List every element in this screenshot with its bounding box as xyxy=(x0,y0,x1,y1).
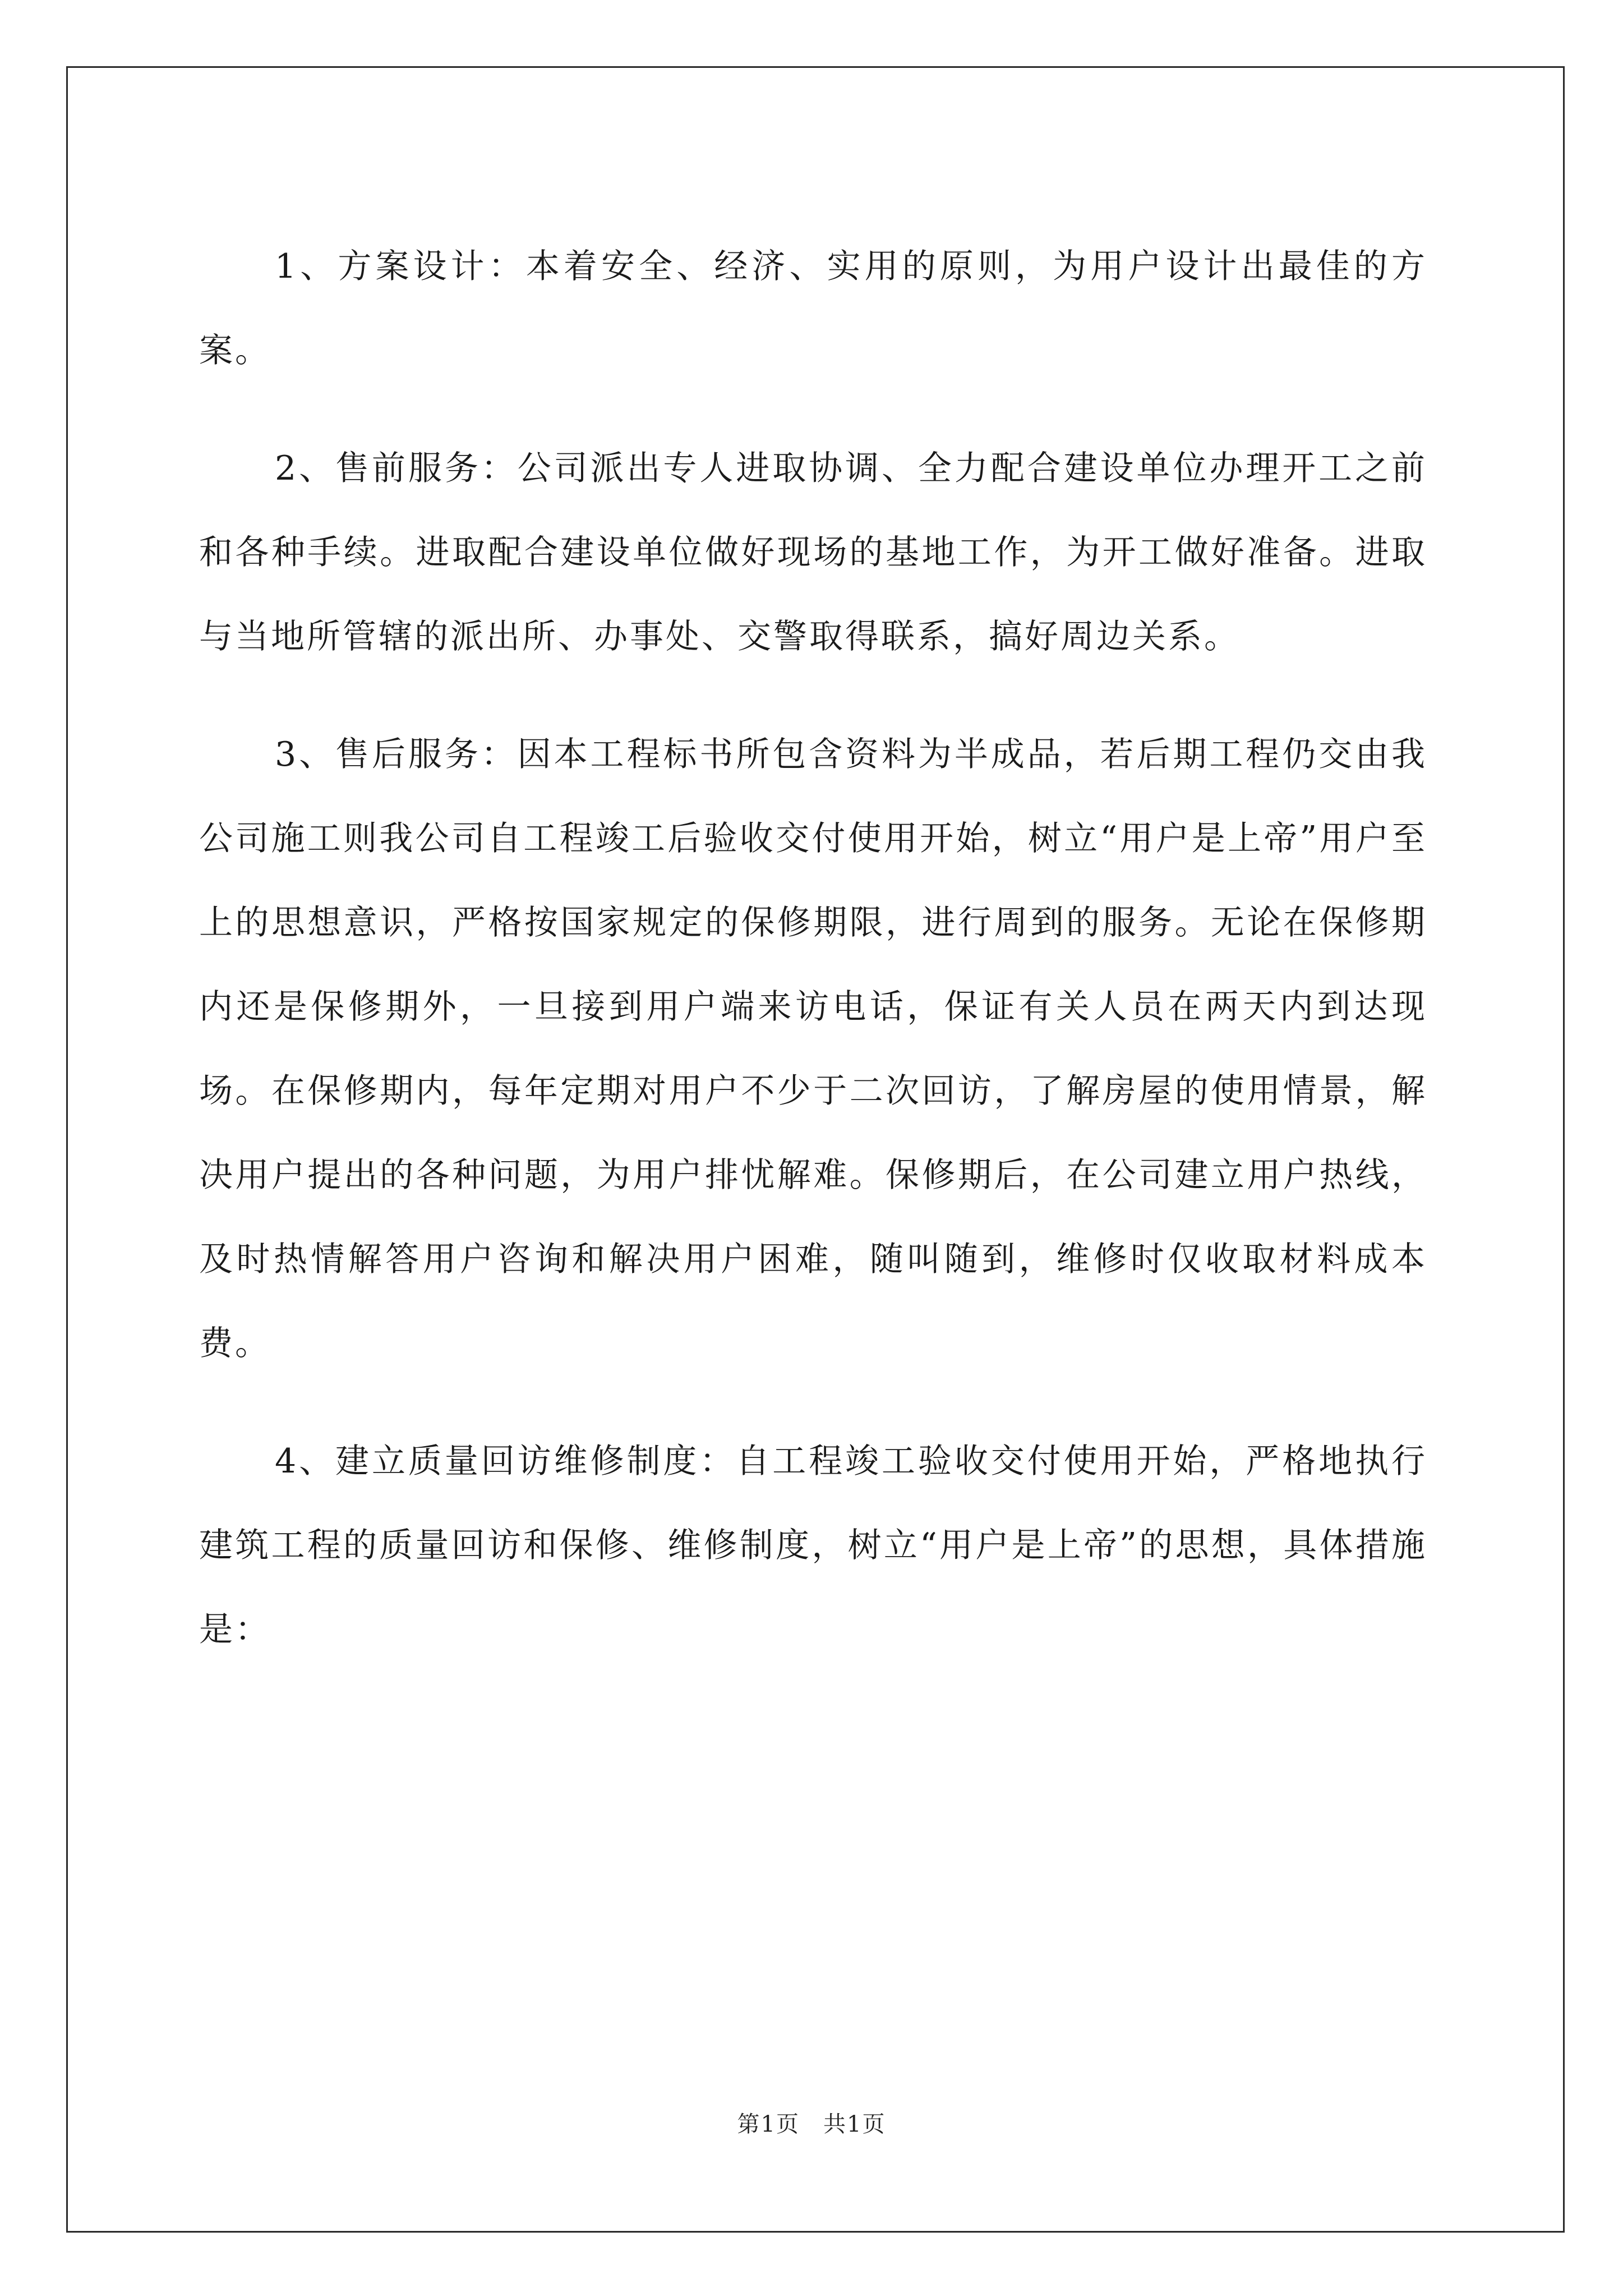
paragraph-design: 1、方案设计：本着安全、经济、实用的原则，为用户设计出最佳的方案。 xyxy=(199,247,1427,370)
paragraph-presale-service: 2、售前服务：公司派出专人进取协调、全力配合建设单位办理开工之前和各种手续。进取配合建设单位做好现场的基地工作，为开工做好准备。进取与当地所管辖的派出所、办事处、交警取得联系，搞好周边关系。 xyxy=(199,449,1427,656)
paragraph-aftersale-service: 3、售后服务：因本工程标书所包含资料为半成品，若后期工程仍交由我公司施工则我公司自工程竣工后验收交付使用开始，树立“用户是上帝”用户至上的思想意识，严格按国家规定的保修期限，进行周到的服务。无论在保修期内还是保修期外，一旦接到用户端来访电话，保证有关人员在两天内到达现场。在保修期内，每年定期对用户不少于二次回访，了解房屋的使用情景，解决用户提出的各种问题，为用户排忧解难。保修期后，在公司建立用户热线，及时热情解答用户咨询和解决用户困难，随叫随到，维修时仅收取材料成本费。 xyxy=(199,735,1427,1363)
document-body xyxy=(199,224,1427,1705)
paragraph-quality-revisit: 4、建立质量回访维修制度：自工程竣工验收交付使用开始，严格地执行建筑工程的质量回访和保修、维修制度，树立“用户是上帝”的思想，具体措施是： xyxy=(199,1442,1427,1649)
page-number-footer: 第1页 共1页 xyxy=(737,2111,886,2137)
